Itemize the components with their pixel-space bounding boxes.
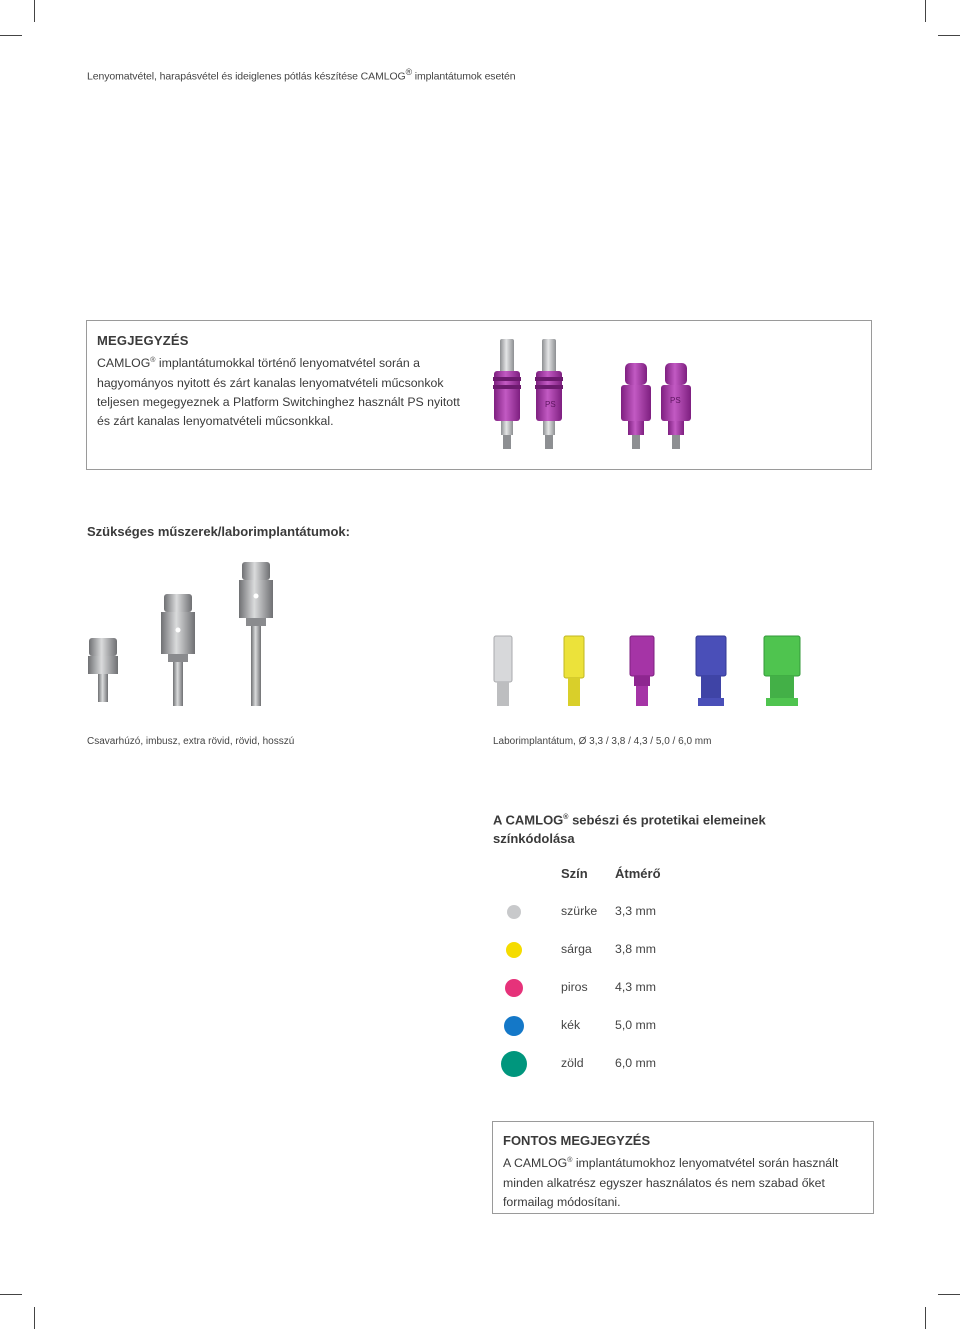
ps-label: PS [545, 400, 556, 409]
lab-implant-blue [696, 636, 726, 706]
diameter-value: 3,3 mm [615, 904, 656, 918]
color-header: Szín [561, 866, 588, 881]
crop-mark [0, 1294, 22, 1295]
diameter-value: 4,3 mm [615, 980, 656, 994]
color-table-title: A CAMLOG® sebészi és protetikai elemeinek színkódolása [493, 812, 766, 847]
color-name: sárga [561, 942, 592, 956]
color-dot [507, 905, 521, 919]
lab-implant-green [764, 636, 800, 706]
screwdriver-short [161, 594, 195, 706]
color-name: szürke [561, 904, 598, 918]
diameter-header: Átmérő [615, 866, 661, 881]
diameter-value: 3,8 mm [615, 942, 656, 956]
impression-post-image [481, 333, 721, 463]
open-tray-post [493, 339, 521, 449]
closed-tray-post [621, 363, 651, 449]
color-dot [504, 1016, 524, 1036]
note-text: CAMLOG® implantátumokkal történő lenyomatvétel során a hagyományos nyitott és zárt kanalas lenyomatvételi műcsonkok teljesen megegyeznek a Platform Switchinghez használt PS nyitott és zárt kanalas lenyomatvételi műcsonkkal. [97, 356, 460, 429]
crop-mark [925, 0, 926, 22]
diameter-value: 6,0 mm [615, 1056, 656, 1070]
lab-implant-purple [630, 636, 654, 706]
screwdrivers-image [84, 556, 284, 712]
lab-implants-image [484, 630, 804, 710]
crop-mark [34, 0, 35, 22]
closed-tray-post-ps [661, 363, 691, 449]
note-box [86, 320, 872, 470]
crop-mark [34, 1307, 35, 1329]
crop-mark [925, 1307, 926, 1329]
ps-label: PS [670, 396, 681, 405]
screwdriver-long [239, 562, 273, 706]
important-note-box [492, 1121, 874, 1214]
color-name: zöld [561, 1056, 584, 1070]
important-note-text: A CAMLOG® implantátumokhoz lenyomatvétel során használt minden alkatrész egyszer használatos és nem szabad őket formailag módosítani. [503, 1156, 839, 1209]
section-title: Szükséges műszerek/laborimplantátumok: [87, 524, 350, 539]
important-note-title: FONTOS MEGJEGYZÉS [503, 1133, 651, 1148]
color-dot [506, 942, 522, 958]
color-dot [501, 1051, 527, 1077]
lab-implants-caption: Laborimplantátum, Ø 3,3 / 3,8 / 4,3 / 5,0 / 6,0 mm [493, 736, 712, 747]
crop-mark [938, 1294, 960, 1295]
diameter-value: 5,0 mm [615, 1018, 656, 1032]
instruments-caption: Csavarhúzó, imbusz, extra rövid, rövid, hosszú [87, 736, 295, 747]
crop-mark [0, 35, 22, 36]
color-name: kék [561, 1018, 581, 1032]
screwdriver-extra-short [88, 638, 118, 702]
running-title: Lenyomatvétel, harapásvétel és ideiglenes pótlás készítése CAMLOG® implantátumok esetén [87, 67, 516, 83]
lab-implant-grey [494, 636, 512, 706]
color-name: piros [561, 980, 588, 994]
lab-implant-yellow [564, 636, 584, 706]
open-tray-post-ps [535, 339, 563, 449]
color-dot [505, 979, 523, 997]
note-title: MEGJEGYZÉS [97, 333, 189, 348]
crop-mark [938, 35, 960, 36]
